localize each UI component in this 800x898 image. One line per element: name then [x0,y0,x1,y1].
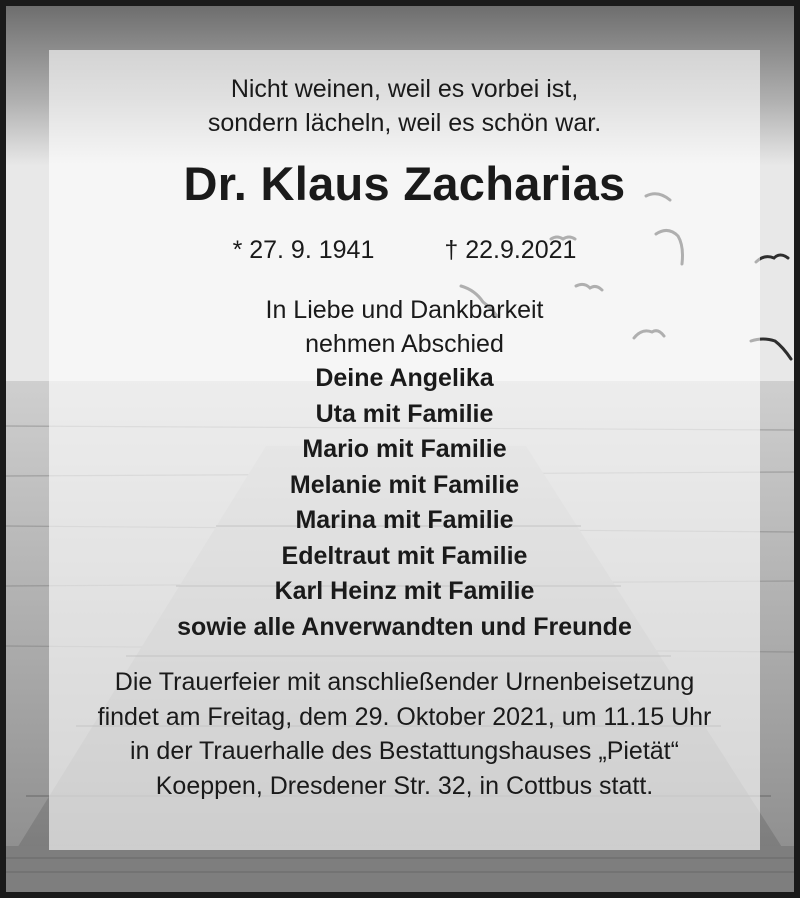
funeral-service-info [49,665,760,803]
notice-content [49,50,760,850]
service-line: findet am Freitag, dem 29. Oktober 2021, um 11.15 Uhr [97,702,712,731]
mourner: sowie alle Anverwandten und Freunde [177,612,632,641]
mourner: Mario mit Familie [302,435,507,463]
mourner: Marina mit Familie [295,506,514,534]
deceased-name: Dr. Klaus Zacharias [183,157,626,210]
service-line: Die Trauerfeier mit anschließender Urnenbeisetzung [114,668,695,696]
intro-line: In Liebe und Dankbarkeit [265,296,544,324]
mourner: Karl Heinz mit Familie [274,577,535,605]
mourner: Melanie mit Familie [289,470,520,499]
service-line: Koeppen, Dresdener Str. 32, in Cottbus statt. [155,771,654,800]
life-dates [49,235,760,265]
service-line: in der Trauerhalle des Bestattungshauses „Pietät“ [130,737,679,765]
mourners-list [49,361,760,645]
mourner: Uta mit Familie [315,399,494,428]
mourner: Edeltraut mit Familie [281,541,528,570]
quote-line: Nicht weinen, weil es vorbei ist, [230,75,579,103]
quote-line: sondern lächeln, weil es schön war. [207,109,602,137]
mourner: Deine Angelika [315,364,494,392]
intro-line: nehmen Abschied [305,330,504,358]
birth-date: * 27. 9. 1941 [232,236,375,264]
farewell-intro [49,293,760,361]
quote [49,72,760,140]
death-date: † 22.9.2021 [444,236,577,264]
